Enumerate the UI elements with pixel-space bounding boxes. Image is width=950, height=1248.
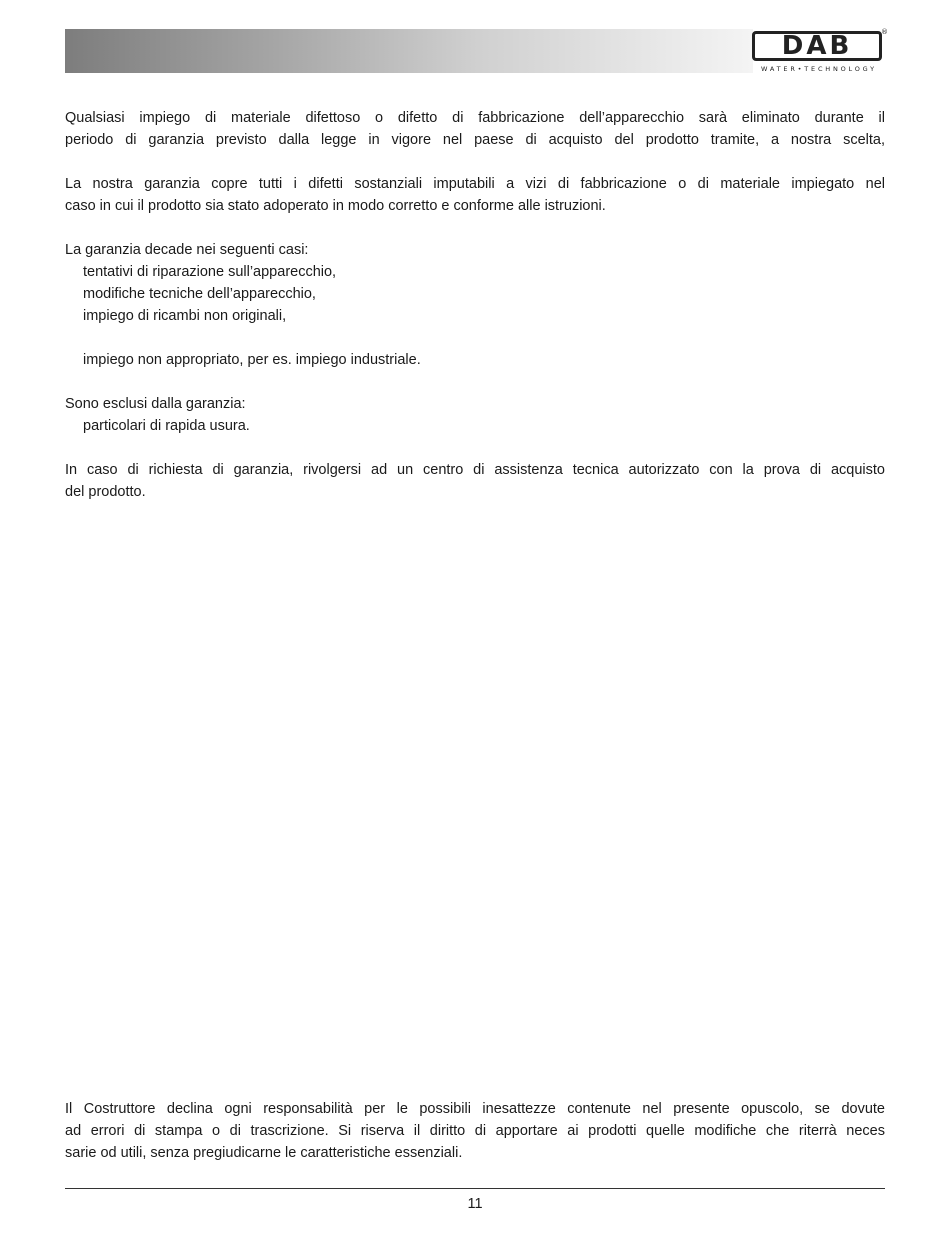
paragraph-defects bbox=[65, 107, 885, 151]
text-line: Qualsiasi impiego di materiale difettoso o difetto di fabbricazione dell’apparecchio sarà eliminato durante il bbox=[65, 110, 885, 126]
logo-subtitle: WATER•TECHNOLOGY bbox=[761, 65, 877, 73]
list-item: tentativi di riparazione sull’apparecchio, bbox=[83, 264, 337, 280]
disclaimer-note bbox=[65, 1098, 885, 1164]
text-line: La nostra garanzia copre tutti i difetti sostanziali imputabili a vizi di fabbricazione o di materiale impiegato nel bbox=[65, 176, 885, 192]
text-line: ad errori di stampa o di trascrizione. Si riserva il diritto di apportare ai prodotti quelle modifiche che riterrà neces bbox=[65, 1123, 885, 1139]
paragraph-coverage bbox=[65, 173, 885, 217]
paragraph-warranty-request bbox=[65, 459, 885, 503]
paragraph-excluded-parts bbox=[65, 393, 885, 437]
list-item: impiego di ricambi non originali, bbox=[83, 308, 287, 324]
document-body bbox=[65, 107, 885, 525]
list-item: impiego non appropriato, per es. impiego industriale. bbox=[83, 352, 421, 368]
text-line: caso in cui il prodotto sia stato adoperato in modo corretto e conforme alle istruzioni. bbox=[65, 198, 606, 214]
list-item: modifiche tecniche dell’apparecchio, bbox=[83, 286, 316, 302]
text-line: sarie od utili, senza pregiudicarne le caratteristiche essenziali. bbox=[65, 1145, 463, 1161]
text-line: Il Costruttore declina ogni responsabilità per le possibili inesattezze contenute nel presente opuscolo, se dovute bbox=[65, 1101, 885, 1117]
logo-wordmark: DAB bbox=[752, 31, 882, 61]
page-number: 11 bbox=[467, 1196, 483, 1212]
blank-line bbox=[65, 327, 885, 349]
logo-registered-mark: ® bbox=[881, 28, 888, 36]
paragraph-exclusions-cases bbox=[65, 239, 885, 371]
footer-divider bbox=[65, 1188, 885, 1189]
text-line: periodo di garanzia previsto dalla legge in vigore nel paese di acquisto del prodotto tramite, a nostra scelta, bbox=[65, 132, 885, 148]
list-heading: La garanzia decade nei seguenti casi: bbox=[65, 242, 309, 258]
header-gradient-bar bbox=[65, 29, 753, 73]
text-line: In caso di richiesta di garanzia, rivolgersi ad un centro di assistenza tecnica autorizzato con la prova di acquisto bbox=[65, 462, 885, 478]
text-line: del prodotto. bbox=[65, 484, 146, 500]
list-heading: Sono esclusi dalla garanzia: bbox=[65, 396, 246, 412]
list-item: particolari di rapida usura. bbox=[83, 418, 250, 434]
dab-logo bbox=[752, 28, 888, 75]
